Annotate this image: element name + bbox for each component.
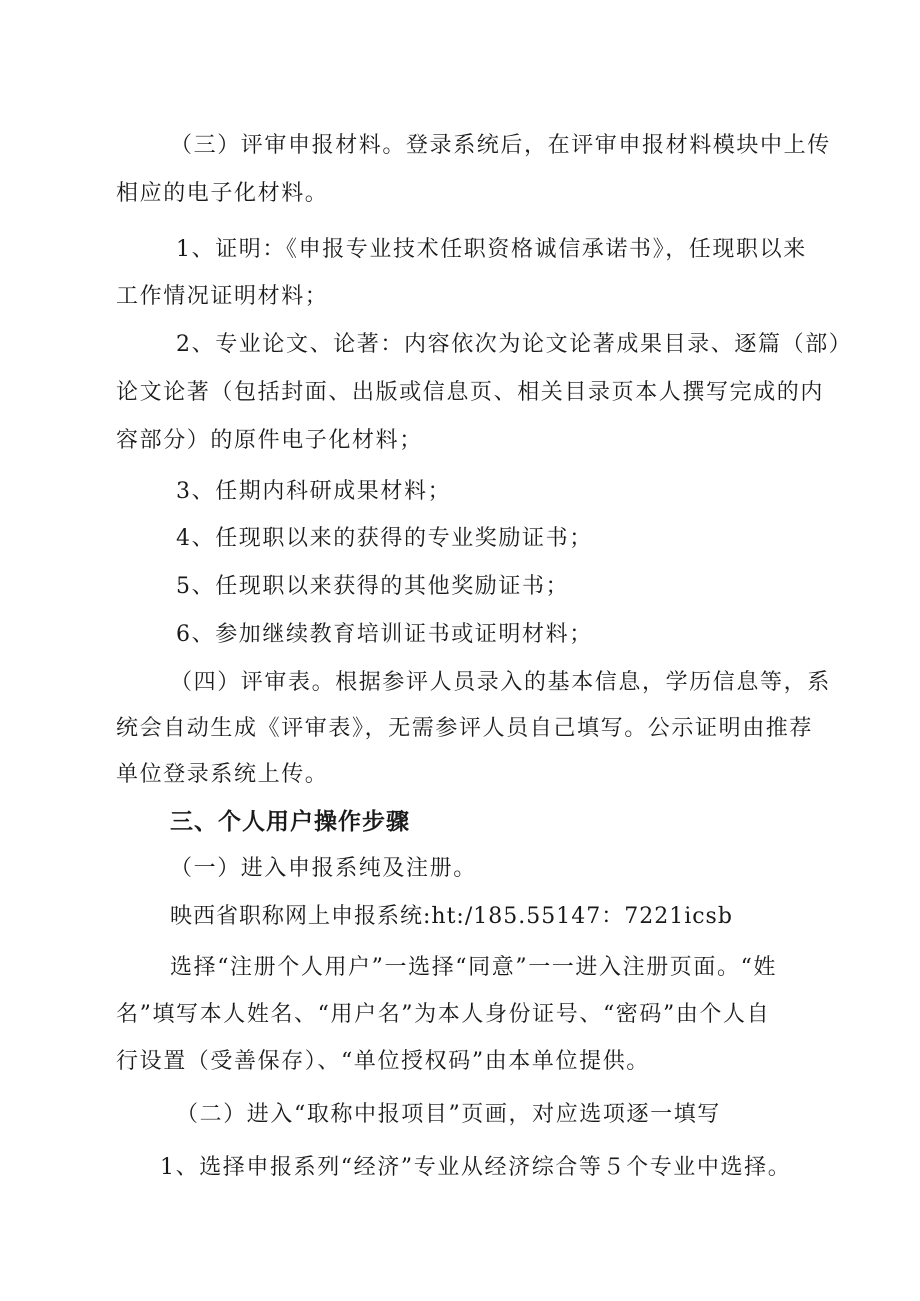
item-5: 5、任现职以来获得的其他奖励证书； <box>176 574 570 599</box>
registration-line-3: 行设置（受善保存）、“单位授权码”由本单位提供。 <box>116 1049 650 1074</box>
review-form-paragraph-line-3: 单位登录系统上传。 <box>116 762 329 787</box>
item-2-line-2: 论文论著（包括封面、出版或信息页、相关目录页本人撰写完成的内 <box>116 380 825 405</box>
item-4: 4、任现职以来的获得的专业奖励证书； <box>176 526 593 551</box>
registration-line-2: 名”填写本人姓名、“用户名”为本人身份证号、“密码”由个人自 <box>116 1002 771 1027</box>
review-form-paragraph-line-1: （四）评审表。根据参评人员录入的基本信息，学历信息等，系 <box>170 670 831 695</box>
materials-paragraph-line-2: 相应的电子化材料。 <box>116 181 329 206</box>
item-3: 3、任期内科研成果材料； <box>176 479 452 504</box>
item-6: 6、参加继续教育培训证书或证明材料； <box>176 622 593 647</box>
registration-line-1: 选择“注册个人用户”一选择“同意”一一进入注册页面。“姓 <box>170 955 778 980</box>
review-form-paragraph-line-2: 统会自动生成《评审表》，无需参评人员自己填写。公示证明由推荐 <box>116 716 814 741</box>
system-url-line: 映西省职称网上申报系统:ht:/185.55147：7221icsb <box>170 904 733 929</box>
materials-paragraph-line-1: （三）评审申报材料。登录系统后，在评审申报材料模块中上传 <box>170 133 831 158</box>
step-sub-1: （一）进入申报系纯及注册。 <box>170 856 477 881</box>
item-2-line-3: 容部分）的原件电子化材料； <box>116 428 423 453</box>
item-2-line-1: 2、专业论文、论著：内容依次为论文论著成果目录、逐篇（部） <box>176 332 853 357</box>
step-1-select-series: 1、选择申报系列“经济”专业从经济综合等５个专业中选择。 <box>160 1155 792 1180</box>
item-1-line-1: 1、证明：《申报专业技术任职资格诚信承诺书》，任现职以来 <box>176 237 807 262</box>
step-sub-2: （二）进入“取称中报项目”页画，对应选项逐一填写 <box>176 1102 721 1127</box>
section-heading-steps: 三、个人用户操作步骤 <box>170 809 410 835</box>
item-1-line-2: 工作情况证明材料； <box>116 284 329 309</box>
